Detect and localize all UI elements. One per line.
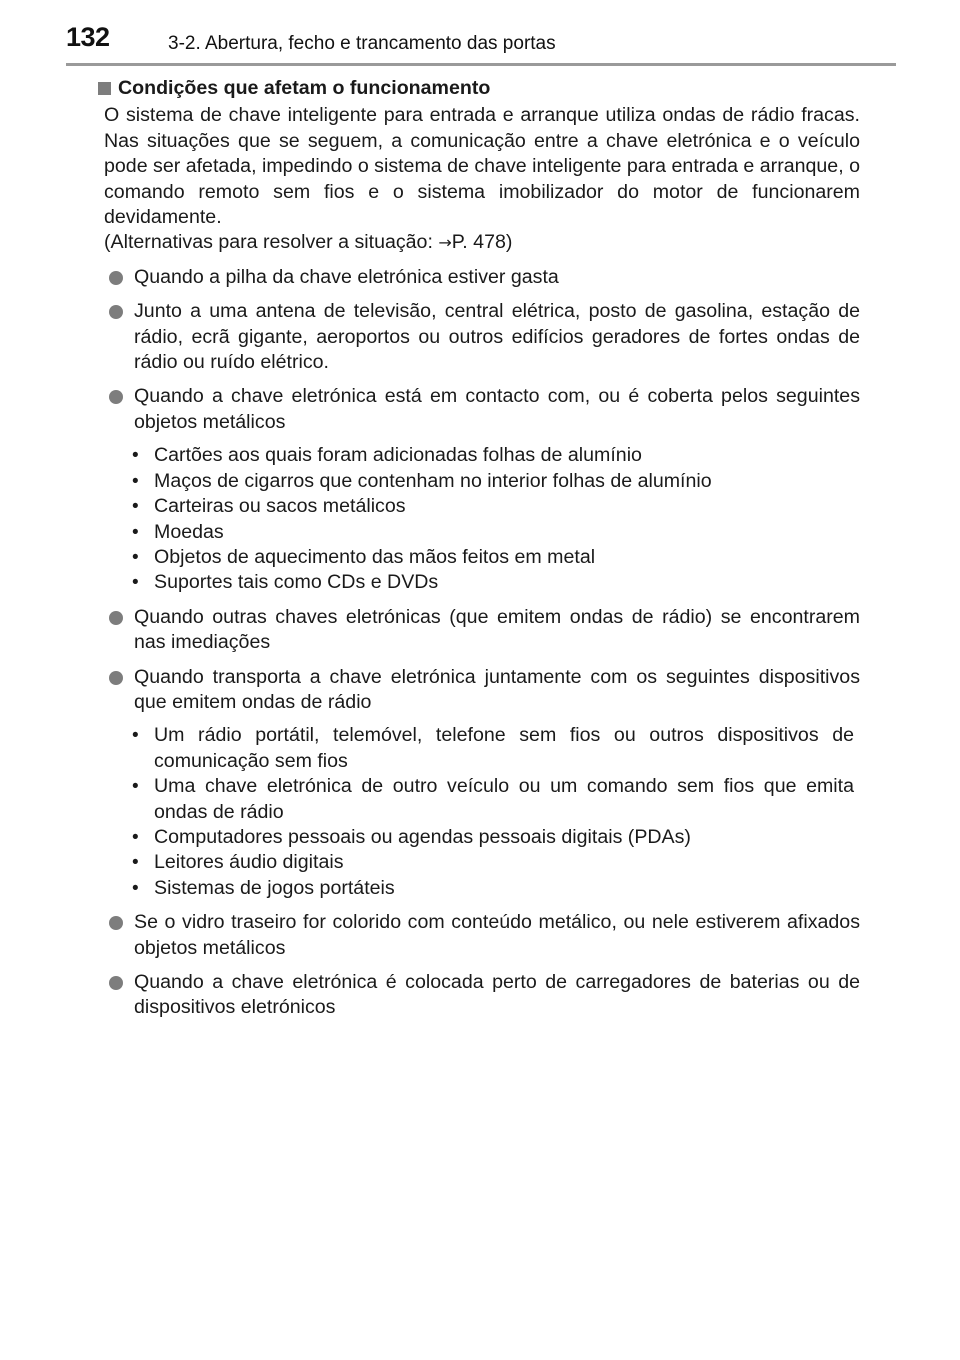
condition-item <box>96 605 860 656</box>
circle-bullet-icon <box>109 271 123 285</box>
sub-list-item <box>96 443 854 468</box>
condition-text: Junto a uma antena de televisão, central elétrica, posto de gasolina, estação de rádio, ecrã gigante, aeroportos ou outros edifícios geradores de fortes ondas de rádio ou ruído elétrico. <box>134 300 860 374</box>
circle-bullet-icon <box>109 671 123 685</box>
page-content <box>96 76 860 1021</box>
section-heading <box>96 76 860 101</box>
sub-list-item <box>96 774 854 825</box>
sub-list-item <box>96 469 854 494</box>
sub-list-item <box>96 494 854 519</box>
condition-text: Quando outras chaves eletrónicas (que emitem ondas de rádio) se encontrarem nas imediações <box>134 605 860 654</box>
condition-text: Quando transporta a chave eletrónica juntamente com os seguintes dispositivos que emitem ondas de rádio <box>134 665 860 713</box>
sub-list-item <box>96 850 854 875</box>
small-bullet-icon: • <box>132 496 139 518</box>
header-rule <box>66 63 896 66</box>
sub-list-text: Um rádio portátil, telemóvel, telefone sem fios ou outros dispositivos de comunicação sem fios <box>154 724 854 772</box>
sub-list-item <box>96 545 854 570</box>
sub-list-item <box>96 825 854 850</box>
condition-item <box>96 910 860 961</box>
condition-item <box>96 665 860 716</box>
condition-item <box>96 299 860 375</box>
small-bullet-icon: • <box>132 572 139 594</box>
small-bullet-icon: • <box>132 725 139 747</box>
small-bullet-icon: • <box>132 546 139 568</box>
sub-list-item <box>96 570 854 595</box>
condition-text: Quando a pilha da chave eletrónica estiver gasta <box>134 265 559 288</box>
sub-list-text: Sistemas de jogos portáteis <box>154 876 395 899</box>
circle-bullet-icon <box>109 390 123 404</box>
sub-list-text: Cartões aos quais foram adicionadas folhas de alumínio <box>154 444 642 467</box>
sub-list-item <box>96 723 854 774</box>
sub-list-text: Leitores áudio digitais <box>154 851 344 874</box>
condition-text: Quando a chave eletrónica é colocada perto de carregadores de baterias ou de dispositivos eletrónicos <box>134 971 860 1019</box>
condition-item <box>96 265 860 290</box>
condition-text: Quando a chave eletrónica está em contacto com, ou é coberta pelos seguintes objetos metálicos <box>134 385 860 433</box>
condition-list <box>96 265 860 1021</box>
sub-list-text: Uma chave eletrónica de outro veículo ou um comando sem fios que emita ondas de rádio <box>154 775 854 823</box>
alternatives-prefix: (Alternativas para resolver a situação: <box>104 231 439 254</box>
small-bullet-icon: • <box>132 521 139 543</box>
alternatives-note <box>104 230 860 255</box>
condition-text: Se o vidro traseiro for colorido com conteúdo metálico, ou nele estiverem afixados objetos metálicos <box>134 911 860 959</box>
small-bullet-icon: • <box>132 776 139 798</box>
section-title: 3-2. Abertura, fecho e trancamento das portas <box>168 33 556 54</box>
small-bullet-icon: • <box>132 852 139 874</box>
sub-list-text: Suportes tais como CDs e DVDs <box>154 571 439 594</box>
square-bullet-icon <box>98 82 111 95</box>
circle-bullet-icon <box>109 916 123 930</box>
small-bullet-icon: • <box>132 470 139 492</box>
small-bullet-icon: • <box>132 877 139 899</box>
intro-paragraph: O sistema de chave inteligente para entrada e arranque utiliza ondas de rádio fracas. Nas situações que se seguem, a comunicação entre a chave eletrónica e o veículo pode ser afetada, impedindo o sistema de chave inteligente para entrada e arranque, o comando remoto sem fios e o sistema imobilizador do motor de funcionarem devidamente. <box>104 104 860 229</box>
circle-bullet-icon <box>109 611 123 625</box>
condition-item <box>96 384 860 435</box>
circle-bullet-icon <box>109 305 123 319</box>
sub-list <box>96 723 860 901</box>
sub-list-text: Objetos de aquecimento das mãos feitos em metal <box>154 545 596 568</box>
sub-list-item <box>96 520 854 545</box>
circle-bullet-icon <box>109 976 123 990</box>
condition-item <box>96 970 860 1021</box>
sub-list-item <box>96 876 854 901</box>
small-bullet-icon: • <box>132 445 139 467</box>
section-heading-text: Condições que afetam o funcionamento <box>118 77 491 99</box>
sub-list-text: Maços de cigarros que contenham no interior folhas de alumínio <box>154 469 712 492</box>
page-reference-link[interactable]: P. 478) <box>451 231 513 254</box>
arrow-icon: → <box>438 233 452 253</box>
sub-list-text: Carteiras ou sacos metálicos <box>154 495 406 518</box>
small-bullet-icon: • <box>132 826 139 848</box>
sub-list <box>96 443 860 595</box>
page-number: 132 <box>66 22 110 52</box>
sub-list-text: Computadores pessoais ou agendas pessoais digitais (PDAs) <box>154 825 691 848</box>
sub-list-text: Moedas <box>154 520 224 543</box>
